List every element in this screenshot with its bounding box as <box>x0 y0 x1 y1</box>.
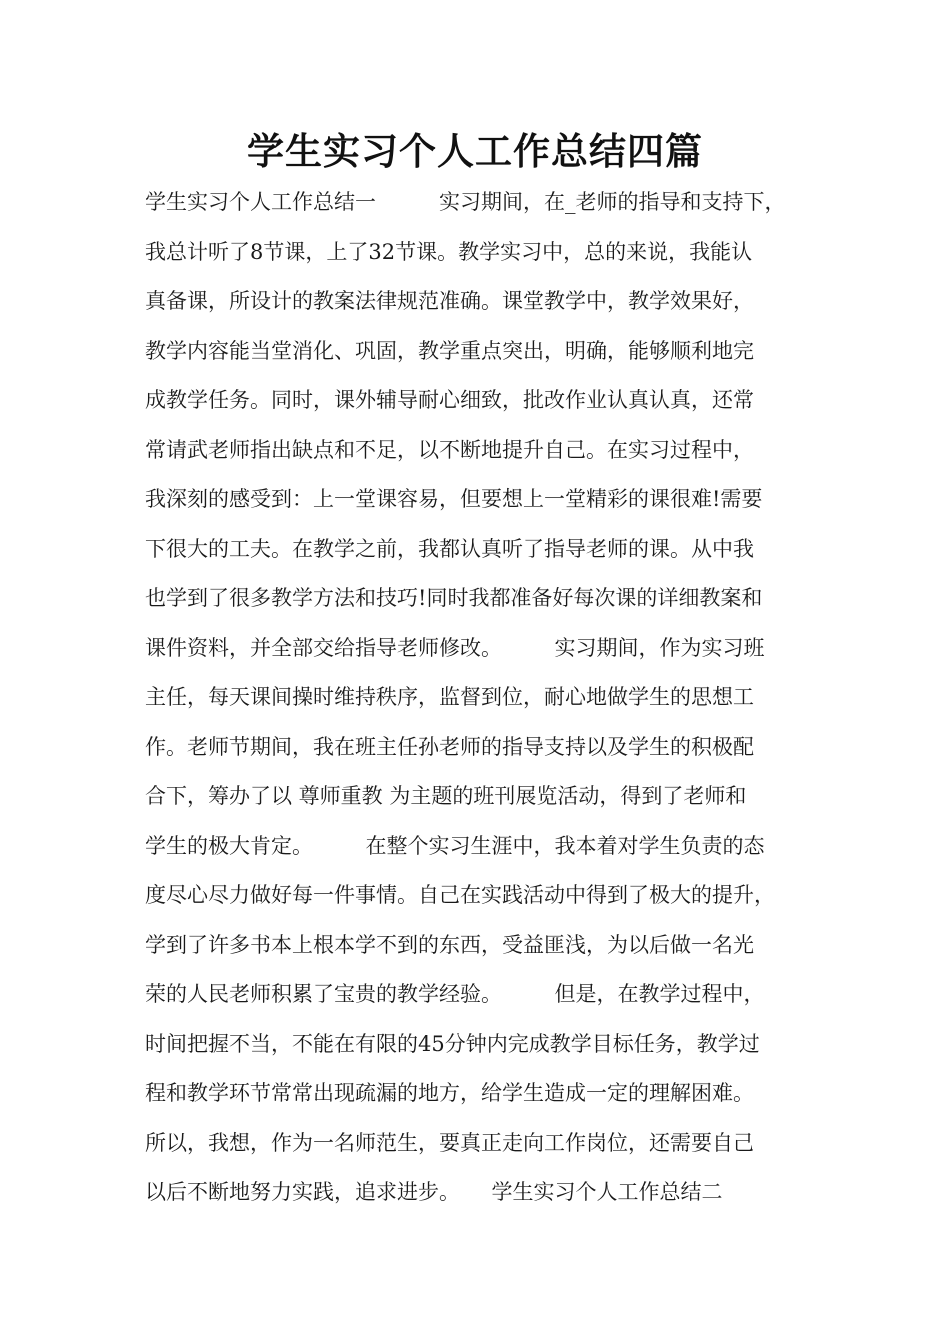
body-line: 学生实习个人工作总结一 实习期间，在_老师的指导和支持下， <box>145 190 786 214</box>
body-line: 主任，每天课间操时维持秩序，监督到位，耐心地做学生的思想工 <box>145 685 754 709</box>
body-line: 也学到了很多教学方法和技巧!同时我都准备好每次课的详细教案和 <box>145 586 763 610</box>
body-line: 下很大的工夫。在教学之前，我都认真听了指导老师的课。从中我 <box>145 536 754 561</box>
body-line: 所以，我想，作为一名师范生，要真正走向工作岗位，还需要自己 <box>145 1130 754 1155</box>
body-line: 我总计听了8节课，上了32节课。教学实习中，总的来说，我能认 <box>145 239 753 264</box>
body-line: 我深刻的感受到：上一堂课容易，但要想上一堂精彩的课很难!需要 <box>145 487 763 511</box>
body-line: 学生的极大肯定。 在整个实习生涯中，我本着对学生负责的态 <box>145 833 765 858</box>
body-line: 合下，筹办了以 尊师重教 为主题的班刊展览活动，得到了老师和 <box>145 784 747 808</box>
document-title: 学生实习个人工作总结四篇 <box>247 130 703 173</box>
body-line: 程和教学环节常常出现疏漏的地方，给学生造成一定的理解困难。 <box>145 1081 754 1105</box>
body-line: 真备课，所设计的教案法律规范准确。课堂教学中，教学效果好， <box>145 289 754 313</box>
body-line: 学到了许多书本上根本学不到的东西，受益匪浅，为以后做一名光 <box>145 932 754 957</box>
body-line: 常请武老师指出缺点和不足，以不断地提升自己。在实习过程中， <box>145 437 754 462</box>
body-line: 度尽心尽力做好每一件事情。自己在实践活动中得到了极大的提升， <box>145 883 775 907</box>
document-body <box>145 182 825 1222</box>
body-line: 荣的人民老师积累了宝贵的教学经验。 但是，在教学过程中， <box>145 982 765 1006</box>
body-line: 时间把握不当，不能在有限的45分钟内完成教学目标任务，教学过 <box>145 1031 760 1056</box>
body-line: 成教学任务。同时，课外辅导耐心细致，批改作业认真认真，还常 <box>145 388 754 412</box>
body-line: 作。老师节期间，我在班主任孙老师的指导支持以及学生的积极配 <box>145 734 754 759</box>
body-line: 教学内容能当堂消化、巩固，教学重点突出，明确，能够顺利地完 <box>145 338 754 363</box>
body-line: 课件资料，并全部交给指导老师修改。 实习期间，作为实习班 <box>145 635 765 660</box>
body-line: 以后不断地努力实践，追求进步。 学生实习个人工作总结二 <box>145 1180 723 1204</box>
